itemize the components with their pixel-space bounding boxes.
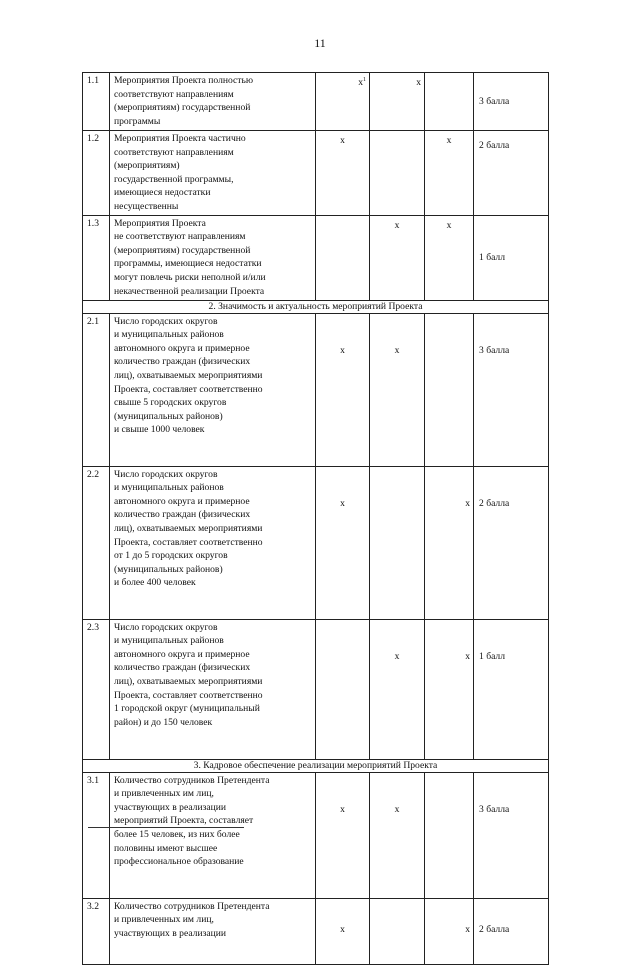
row-number: 2.2 <box>83 466 110 619</box>
section-heading: 3. Кадровое обеспечение реализации мероприятий Проекта <box>83 759 549 772</box>
mark-cell: х <box>425 619 474 759</box>
mark-cell: х <box>316 313 370 466</box>
score-cell: 2 балла <box>474 898 549 964</box>
footnote-separator <box>88 827 244 828</box>
footnote-marker: 1 <box>363 76 366 83</box>
table-row <box>83 131 549 216</box>
criterion-description: Число городских округов и муниципальных районов автономного округа и примерное количество граждан (физических лиц), охватываемых мероприятиями Проекта, составляет соответственно свыше 5 городских округов (муниципальных районов) и свыше 1000 человек <box>110 313 316 466</box>
section-heading-row <box>83 759 549 772</box>
mark-cell <box>425 772 474 898</box>
mark-cell <box>370 466 425 619</box>
score-cell: 2 балла <box>474 131 549 216</box>
row-number: 1.2 <box>83 131 110 216</box>
mark-cell <box>425 313 474 466</box>
row-number: 2.1 <box>83 313 110 466</box>
row-number: 1.1 <box>83 73 110 131</box>
table-row <box>83 73 549 131</box>
criteria-table <box>82 72 549 965</box>
criterion-description: Количество сотрудников Претендента и привлеченных им лиц, участвующих в реализации <box>110 898 316 964</box>
table-row <box>83 215 549 300</box>
mark-cell: х <box>370 215 425 300</box>
page-number: 11 <box>314 36 326 50</box>
mark-cell: х <box>370 73 425 131</box>
table-row <box>83 619 549 759</box>
criterion-description: Мероприятия Проекта частично соответствуют направлениям (мероприятиям) государственной программы, имеющиеся недостатки несущественны <box>110 131 316 216</box>
row-number: 3.1 <box>83 772 110 898</box>
table-row <box>83 898 549 964</box>
mark-cell: $х^1$ <box>316 73 370 131</box>
row-number: 1.3 <box>83 215 110 300</box>
score-cell: 3 балла <box>474 772 549 898</box>
mark-cell: х <box>370 313 425 466</box>
table-row <box>83 466 549 619</box>
score-cell: 1 балл <box>474 619 549 759</box>
table-row <box>83 313 549 466</box>
criterion-description: Мероприятия Проекта полностью соответствуют направлениям (мероприятиям) государственной программы <box>110 73 316 131</box>
criterion-description: Число городских округов и муниципальных районов автономного округа и примерное количество граждан (физических лиц), охватываемых мероприятиями Проекта, составляет соответственно 1 городской округ (муниципальный район) и до 150 человек <box>110 619 316 759</box>
mark-cell: х <box>425 898 474 964</box>
mark-cell: х <box>316 131 370 216</box>
mark-cell: х <box>425 466 474 619</box>
mark-cell: х <box>370 772 425 898</box>
mark-cell <box>370 131 425 216</box>
mark-cell <box>316 215 370 300</box>
section-heading-row <box>83 300 549 313</box>
score-cell: 3 балла <box>474 73 549 131</box>
mark-cell <box>425 73 474 131</box>
criterion-description: Количество сотрудников Претендента и привлеченных им лиц, участвующих в реализации мероприятий Проекта, составляет более 15 человек, из них более половины имеют высшее профессиональное образование <box>110 772 316 898</box>
row-number: 3.2 <box>83 898 110 964</box>
score-cell: 2 балла <box>474 466 549 619</box>
row-number: 2.3 <box>83 619 110 759</box>
mark-cell <box>370 898 425 964</box>
mark-cell: х <box>370 619 425 759</box>
table-row <box>83 772 549 898</box>
score-cell: 3 балла <box>474 313 549 466</box>
section-heading: 2. Значимость и актуальность мероприятий Проекта <box>83 300 549 313</box>
mark-cell: х <box>316 772 370 898</box>
mark-cell: х <box>425 131 474 216</box>
mark-cell <box>316 619 370 759</box>
mark-cell: х <box>316 898 370 964</box>
mark-cell: х <box>425 215 474 300</box>
criterion-description: Число городских округов и муниципальных районов автономного округа и примерное количество граждан (физических лиц), охватываемых мероприятиями Проекта, составляет соответственно от 1 до 5 городских округов (муниципальных районов) и более 400 человек <box>110 466 316 619</box>
mark-cell: х <box>316 466 370 619</box>
score-cell: 1 балл <box>474 215 549 300</box>
criterion-description: Мероприятия Проекта не соответствуют направлениям (мероприятиям) государственной программы, имеющиеся недостатки могут повлечь риски неполной и/или некачественной реализации Проекта <box>110 215 316 300</box>
